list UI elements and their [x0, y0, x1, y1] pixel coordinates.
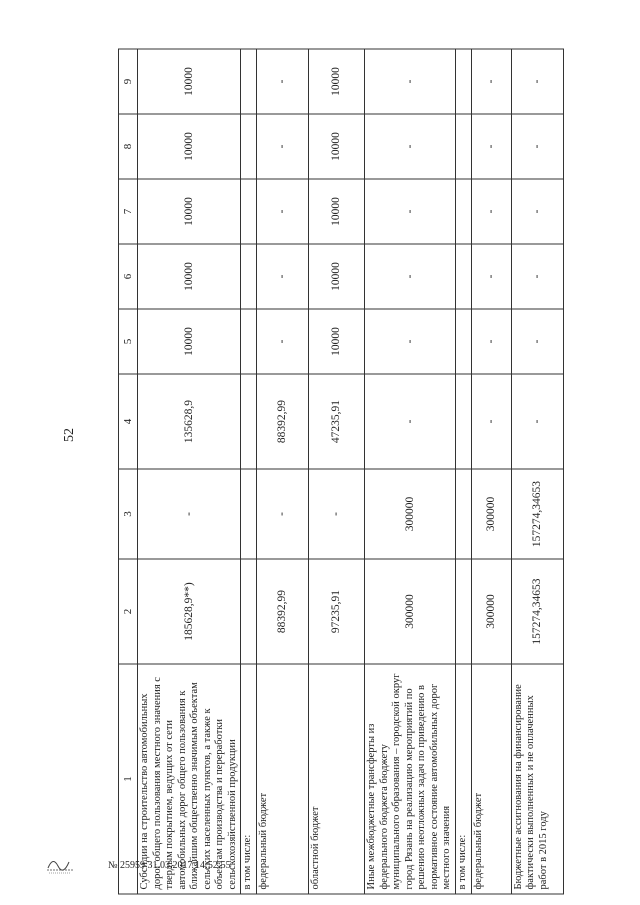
value-cell: [241, 179, 257, 244]
budget-table: [118, 49, 564, 895]
value-cell: 88392,99: [257, 559, 309, 664]
value-cell: -: [471, 179, 511, 244]
value-cell: 47235,91: [309, 374, 365, 469]
value-cell: 10000: [138, 244, 241, 309]
column-header: 1: [119, 664, 138, 894]
value-cell: [455, 469, 471, 559]
value-cell: -: [511, 114, 563, 179]
column-header: 5: [119, 309, 138, 374]
table-row: [365, 49, 456, 894]
table-row: [455, 49, 471, 894]
value-cell: [241, 49, 257, 114]
value-cell: -: [471, 114, 511, 179]
value-cell: [455, 374, 471, 469]
column-header: 7: [119, 179, 138, 244]
value-cell: [241, 374, 257, 469]
column-header: 8: [119, 114, 138, 179]
value-cell: [455, 114, 471, 179]
page-number: 52: [62, 428, 77, 442]
value-cell: 10000: [138, 114, 241, 179]
value-cell: 10000: [309, 179, 365, 244]
value-cell: -: [257, 469, 309, 559]
value-cell: -: [365, 49, 456, 114]
rotated-table-wrapper: [118, 50, 549, 895]
value-cell: -: [365, 374, 456, 469]
column-header: 3: [119, 469, 138, 559]
column-header: 9: [119, 49, 138, 114]
value-cell: 10000: [309, 244, 365, 309]
table-row: [241, 49, 257, 894]
value-cell: 10000: [138, 49, 241, 114]
registration-stamp: № 25959 31.03.2017 14:52:55: [108, 860, 231, 871]
column-header: 2: [119, 559, 138, 664]
value-cell: [241, 244, 257, 309]
value-cell: -: [309, 469, 365, 559]
row-label: федеральный бюджет: [257, 664, 309, 894]
value-cell: [455, 559, 471, 664]
value-cell: [455, 244, 471, 309]
value-cell: -: [365, 244, 456, 309]
row-label: областной бюджет: [309, 664, 365, 894]
value-cell: [241, 309, 257, 374]
value-cell: -: [365, 179, 456, 244]
value-cell: 300000: [471, 559, 511, 664]
value-cell: 10000: [309, 114, 365, 179]
value-cell: 300000: [365, 559, 456, 664]
value-cell: 10000: [138, 179, 241, 244]
value-cell: [241, 559, 257, 664]
value-cell: [241, 469, 257, 559]
value-cell: -: [257, 114, 309, 179]
value-cell: [455, 179, 471, 244]
value-cell: 300000: [365, 469, 456, 559]
value-cell: [455, 49, 471, 114]
table-row: [309, 49, 365, 894]
official-stamp-mark: [45, 852, 75, 874]
value-cell: -: [257, 244, 309, 309]
value-cell: -: [471, 309, 511, 374]
value-cell: 185628,9**): [138, 559, 241, 664]
value-cell: -: [471, 374, 511, 469]
column-header: 6: [119, 244, 138, 309]
value-cell: 157274,34653: [511, 559, 563, 664]
value-cell: -: [257, 179, 309, 244]
row-label: в том числе:: [241, 664, 257, 894]
row-label: Иные межбюджетные трансферты из федерального бюджета бюджету муниципального образования – городской округ город Рязань на реализацию мероприятий по решению неотложных задач по приведению в нормативное состояние автомобильных дорог местного значения: [365, 664, 456, 894]
value-cell: -: [511, 309, 563, 374]
header-row: [119, 49, 138, 894]
row-label: Субсидии на строительство автомобильных дорог общего пользования местного значения с твердым покрытием, ведущих от сети автомобильных дорог общего пользования к ближайшим общественно значимым объектам сельских населенных пунктов, а также к объектам производства и переработки сельскохозяйственной продукции: [138, 664, 241, 894]
table-row: [511, 49, 563, 894]
column-header: 4: [119, 374, 138, 469]
value-cell: -: [365, 309, 456, 374]
table-row: [138, 49, 241, 894]
value-cell: -: [511, 179, 563, 244]
value-cell: 300000: [471, 469, 511, 559]
value-cell: -: [257, 49, 309, 114]
value-cell: -: [257, 309, 309, 374]
value-cell: -: [511, 244, 563, 309]
value-cell: 10000: [138, 309, 241, 374]
row-label: федеральный бюджет: [471, 664, 511, 894]
value-cell: -: [138, 469, 241, 559]
value-cell: 157274,34653: [511, 469, 563, 559]
value-cell: -: [511, 374, 563, 469]
table-row: [257, 49, 309, 894]
table-row: [471, 49, 511, 894]
value-cell: -: [471, 49, 511, 114]
value-cell: -: [365, 114, 456, 179]
value-cell: [455, 309, 471, 374]
value-cell: -: [511, 49, 563, 114]
value-cell: 97235,91: [309, 559, 365, 664]
value-cell: [241, 114, 257, 179]
value-cell: 135628,9: [138, 374, 241, 469]
value-cell: -: [471, 244, 511, 309]
value-cell: 88392,99: [257, 374, 309, 469]
value-cell: 10000: [309, 309, 365, 374]
value-cell: 10000: [309, 49, 365, 114]
table-body: [138, 49, 564, 894]
row-label: в том числе:: [455, 664, 471, 894]
row-label: Бюджетные ассигнования на финансирование фактически выполненных и не оплаченных работ в 2015 году: [511, 664, 563, 894]
